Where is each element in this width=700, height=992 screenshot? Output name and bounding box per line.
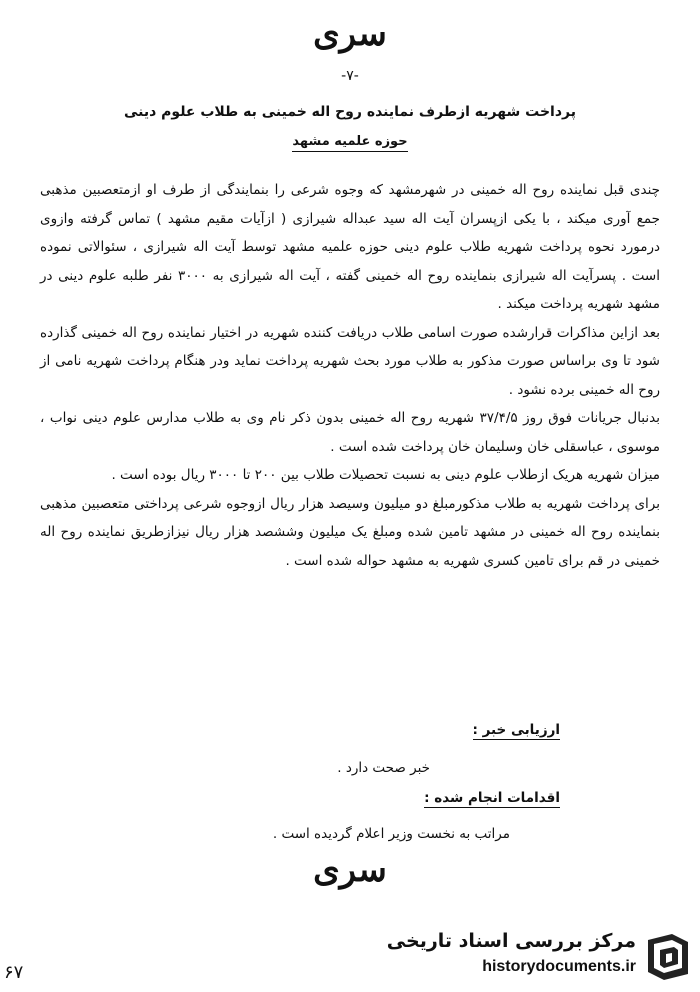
evaluation-text: خبر صحت دارد . [337, 760, 430, 776]
document-subtitle [200, 134, 500, 149]
actions-text: مراتب به نخست وزیر اعلام گردیده است . [272, 826, 510, 842]
classification-stamp-top: سری [313, 14, 387, 54]
classification-stamp-bottom: سری [313, 850, 387, 890]
paragraph-5: برای پرداخت شهریه به طلاب مذکورمبلغ دو میلیون وسیصد هزار ریال ازوجوه شرعی پرداختی متعصبین مذهبی بنماینده روح اله خمینی در مشهد تامین شده ومبلغ یک میلیون وششصد هزار ریال نیزازطریق نماینده روح اله خمینی در قم برای تامین کسری شهریه به مشهد حواله شده است . [40, 495, 660, 569]
subtitle-text: حوزه علمیه مشهد [292, 134, 407, 152]
margin-page-number: ۶۷ [4, 962, 24, 983]
paragraph-2: بعد ازاین مذاکرات قرارشده صورت اسامی طلاب دریافت کننده شهریه در اختیار نماینده روح اله خمینی گذارده شود تا وی براساس صورت مذکور به طلاب مورد بحث شهریه پرداخت نماید ودر هنگام پرداخت شهریه نامی از روح اله خمینی برده نشود . [40, 324, 660, 398]
archive-logo-icon [642, 930, 694, 982]
paragraph-4: میزان شهریه هریک ازطلاب علوم دینی به نسبت تحصیلات طلاب بین ۲۰۰ تا ۳۰۰۰ ریال بوده است . [111, 467, 660, 483]
evaluation-heading: ارزیابی خبر : [472, 722, 560, 738]
paragraph-1: چندی قبل نماینده روح اله خمینی در شهرمشهد که وجوه شرعی را بنمایندگی از طرف او ازمتعصبین مذهبی جمع آوری میکند ، با یکی ازپسران آیت اله سید عبداله شیرازی ( ازآیات مقیم مشهد ) تماس گرفته وازوی درمورد نحوه پرداخت شهریه طلاب علوم دینی حوزه علمیه مشهد توسط آیت اله شیرازی ، سئوالاتی نموده است . پسرآیت اله شیرازی بنماینده روح اله خمینی گفته ، آیت اله شیرازی به ۳۰۰۰ نفر طلبه علوم دینی در مشهد شهریه پرداخت میکند . [40, 182, 660, 312]
watermark-title: مرکز بررسی اسناد تاریخی [386, 930, 636, 952]
document-body [40, 176, 660, 575]
document-title: پرداخت شهریه ازطرف نماینده روح اله خمینی به طلاب علوم دینی [123, 104, 577, 120]
paragraph-3: بدنبال جریانات فوق روز ۳۷/۴/۵ شهریه روح اله خمینی بدون ذکر نام وی به طلاب مدارس علوم دینی نواب ، موسوی ، عباسقلی خان وسلیمان خان پرداخت شده است . [40, 410, 660, 455]
actions-heading: اقدامات انجام شده : [424, 790, 560, 806]
watermark-url: historydocuments.ir [482, 958, 636, 975]
page-number: -۷- [341, 68, 359, 84]
archive-watermark [386, 926, 694, 986]
